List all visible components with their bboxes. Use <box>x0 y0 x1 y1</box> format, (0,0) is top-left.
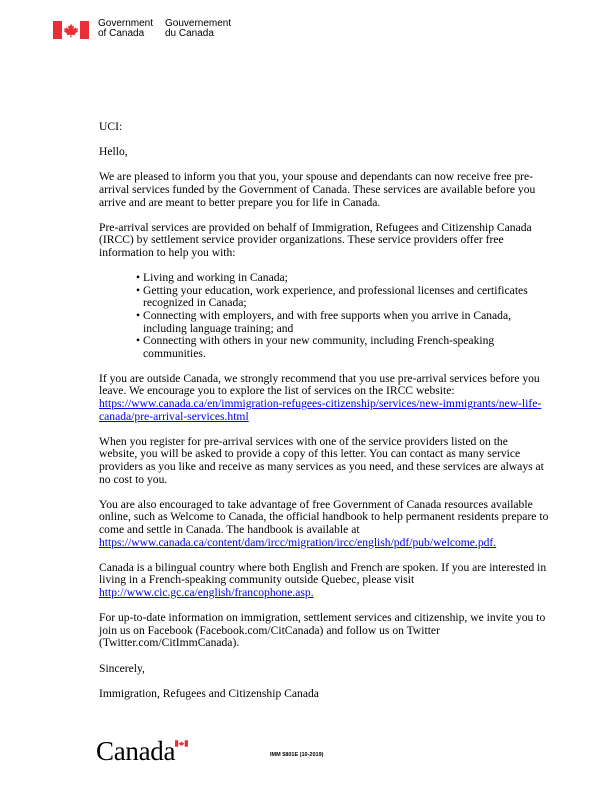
uci-label: UCI: <box>99 120 123 133</box>
greeting: Hello, <box>99 145 128 159</box>
welcome-handbook-link[interactable]: https://www.canada.ca/content/dam/ircc/migration/ircc/english/pdf/pub/welcome.pdf. <box>99 535 497 549</box>
list-item: • Living and working in Canada; <box>136 272 549 285</box>
gov-fr-line1: Gouvernement <box>165 18 232 29</box>
outside-canada-paragraph <box>99 373 549 423</box>
list-item: • Getting your education, work experience, and professional licenses and certificates recognized in Canada; <box>136 285 549 310</box>
intro-paragraph: We are pleased to inform you that you, your spouse and dependants can now receive free pre-arrival services funded by the Government of Canada. These services are available before you arrive and are meant to better prepare you for life in Canada. <box>99 170 536 209</box>
gov-en-line1: Government <box>98 18 154 29</box>
signature: Immigration, Refugees and Citizenship Canada <box>99 686 319 700</box>
bilingual-text: Canada is a bilingual country where both English and French are spoken. If you are interested in living in a French-speaking community outside Quebec, please visit <box>99 560 547 587</box>
wordmark-text: Canada <box>96 736 176 766</box>
gov-fr-line2: du Canada <box>165 28 214 39</box>
social-media-paragraph: For up-to-date information on immigration, settlement services and citizenship, we invite you to join us on Facebook (Facebook.com/CitCanada) and follow us on Twitter (Twitter.com/CitImmCanada). <box>99 611 546 650</box>
outside-canada-text: If you are outside Canada, we strongly recommend that you use pre-arrival services before you leave. We encourage you to explore the list of services on the IRCC website: <box>99 371 540 398</box>
closing: Sincerely, <box>99 661 145 675</box>
canada-wordmark <box>96 736 206 766</box>
canada-flag-icon <box>53 21 89 39</box>
gov-en-line2: of Canada <box>98 28 145 39</box>
list-item: • Connecting with employers, and with free supports when you arrive in Canada, including language training; and <box>136 310 549 335</box>
bilingual-paragraph <box>99 562 549 600</box>
wordmark-flag-icon <box>175 740 188 747</box>
resources-paragraph <box>99 499 549 549</box>
resources-text: You are also encouraged to take advantage of free Government of Canada resources available online, such as Welcome to Canada, the official handbook to help permanent residents prepare to come and settle in Canada. The handbook is available at <box>99 497 549 536</box>
pre-arrival-services-link[interactable]: https://www.canada.ca/en/immigration-refugees-citizenship/services/new-immigrants/new-life-canada/pre-arrival-services.html <box>99 397 542 423</box>
register-paragraph: When you register for pre-arrival services with one of the service providers listed on the website, you will be asked to provide a copy of this letter. You can contact as many service providers as you like and receive as many services as you need, and these services are always at no cost to you. <box>99 434 544 486</box>
letter-body <box>99 121 549 713</box>
services-list <box>136 272 549 360</box>
services-intro-paragraph: Pre-arrival services are provided on behalf of Immigration, Refugees and Citizenship Canada (IRCC) by settlement service provider organizations. These service providers offer free information to help you with: <box>99 220 532 259</box>
gouvernement-du-canada-label <box>165 19 235 39</box>
form-code: IMM 5801E (10-2019) <box>270 752 324 758</box>
government-of-canada-label <box>98 19 158 39</box>
list-item: • Connecting with others in your new community, including French-speaking communities. <box>136 335 549 360</box>
francophone-link[interactable]: http://www.cic.gc.ca/english/francophone.asp. <box>99 585 314 599</box>
